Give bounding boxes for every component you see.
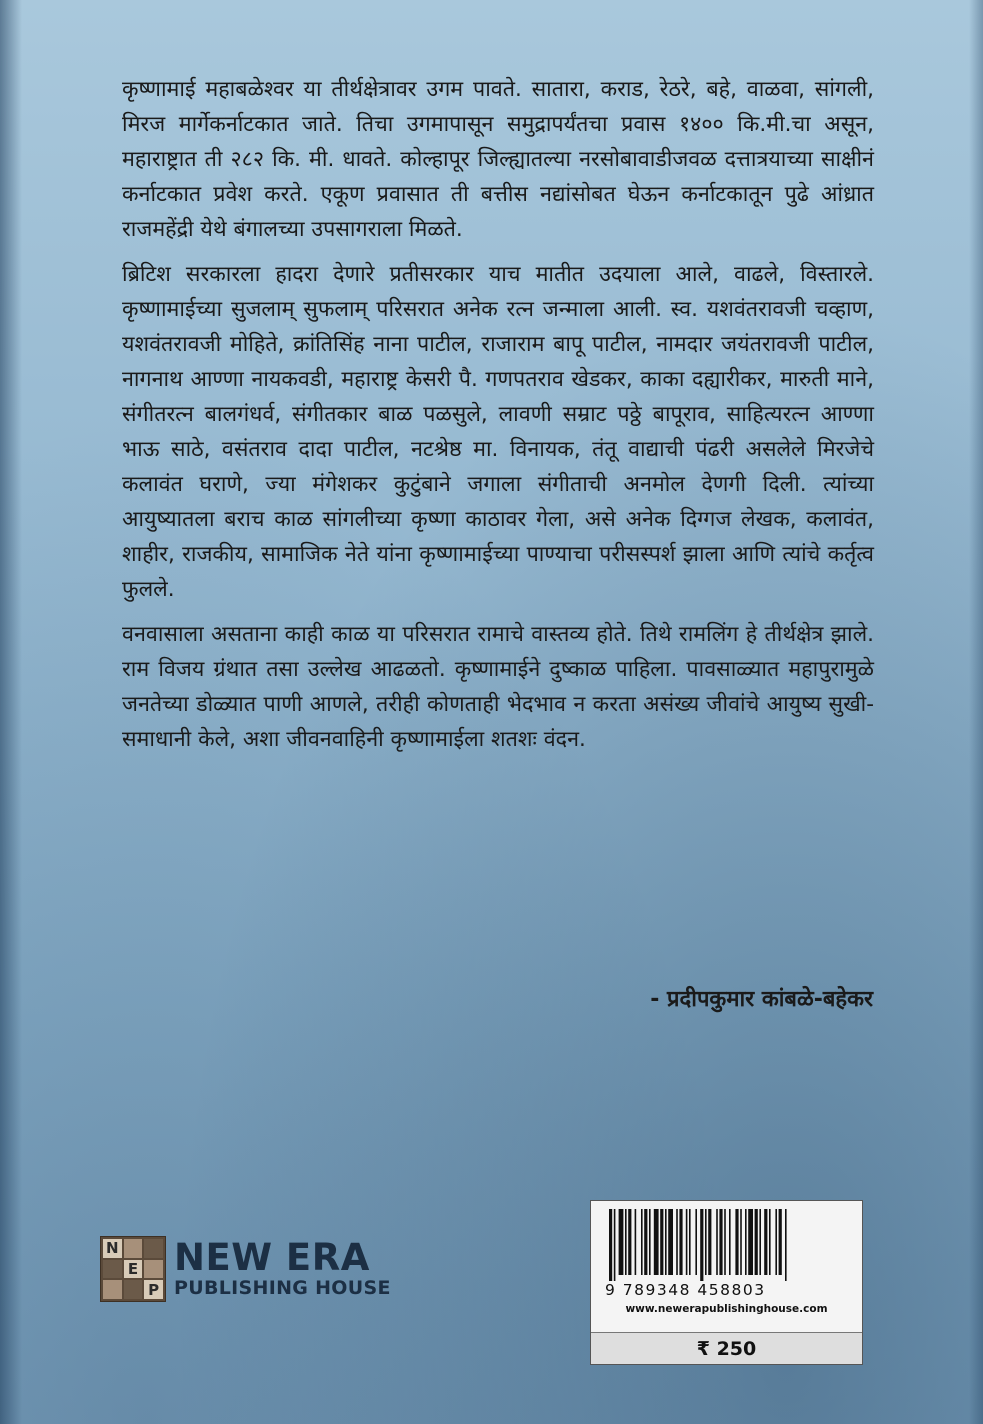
barcode-bar: [708, 1209, 711, 1275]
barcode-bar: [775, 1209, 777, 1275]
logo-letter-n: N: [103, 1239, 122, 1258]
barcode-bar: [769, 1209, 771, 1275]
barcode-bar: [695, 1209, 697, 1275]
barcode-bar: [665, 1209, 667, 1275]
edge-shadow: [969, 0, 983, 1424]
barcode-bar: [619, 1209, 624, 1275]
logo-letter-e: E: [124, 1260, 143, 1279]
blurb-text: [122, 72, 874, 767]
logo-letter-p: P: [144, 1280, 163, 1299]
publisher-website: www.newerapublishinghouse.com: [625, 1303, 828, 1315]
price-label: ₹ 250: [591, 1332, 862, 1364]
barcode-bar: [716, 1209, 718, 1275]
barcode-bar: [719, 1209, 722, 1275]
barcode-bar: [724, 1209, 726, 1275]
publisher-logo: [100, 1236, 391, 1302]
barcode-bar: [729, 1209, 731, 1275]
barcode-icon: [603, 1209, 852, 1281]
barcode-bar: [668, 1209, 673, 1275]
barcode-bar: [764, 1209, 767, 1275]
barcode-bar: [779, 1209, 782, 1275]
barcode-bar: [614, 1209, 616, 1281]
logo-block: [103, 1280, 122, 1299]
nep-logo-icon: [100, 1236, 166, 1302]
blurb-paragraph-1: कृष्णामाई महाबळेश्वर या तीर्थक्षेत्रावर उगम पावते. सातारा, कराड, रेठरे, बहे, वाळवा, सांगली, मिरज मार्गेकर्नाटकात जाते. तिचा उगमापासून समुद्रापर्यंतचा प्रवास १४०० कि.मी.चा असून, महाराष्ट्रात ती २८२ कि. मी. धावते. कोल्हापूर जिल्ह्यातल्या नरसोबावाडीजवळ दत्तात्रयाच्या साक्षीनं कर्नाटकात प्रवेश करते. एकूण प्रवासात ती बत्तीस नद्यांसोबत घेऊन कर्नाटकातून पुढे आंध्रात राजमहेंद्री येथे बंगालच्या उपसागराला मिळते.: [122, 77, 874, 242]
spine-shadow: [0, 0, 22, 1424]
author-signature: - प्रदीपकुमार कांबळे-बहेकर: [650, 987, 873, 1012]
barcode-bar: [625, 1209, 627, 1275]
logo-block: [124, 1280, 143, 1299]
logo-block: [144, 1239, 163, 1258]
barcode-bar: [759, 1209, 761, 1275]
barcode-bar: [676, 1209, 678, 1275]
barcode-bar: [641, 1209, 643, 1275]
barcode-bar: [740, 1209, 742, 1275]
logo-block: [144, 1260, 163, 1279]
barcode-bar: [785, 1209, 787, 1281]
barcode-bar: [654, 1209, 659, 1275]
blurb-paragraph-3: वनवासाला असताना काही काळ या परिसरात रामाचे वास्तव्य होते. तिथे रामलिंग हे तीर्थक्षेत्र झाले. राम विजय ग्रंथात तसा उल्लेख आढळतो. कृष्णामाईने दुष्काळ पाहिला. पावसाळ्यात महापुरामुळे जनतेच्या डोळ्यात पाणी आणले, तरीही कोणताही भेदभाव न करता असंख्य जीवांचे आयुष्य सुखी-समाधानी केले, अशा जीवनवाहिनी कृष्णामाईला शतशः वंदन.: [122, 622, 874, 752]
blurb-paragraph-2: ब्रिटिश सरकारला हादरा देणारे प्रतीसरकार याच मातीत उदयाला आले, वाढले, विस्तारले. कृष्णामाईच्या सुजलाम् सुफलाम् परिसरात अनेक रत्न जन्माला आली. स्व. यशवंतरावजी चव्हाण, यशवंतरावजी मोहिते, क्रांतिसिंह नाना पाटील, राजाराम बापू पाटील, नामदार जयंतरावजी पाटील, नागनाथ आण्णा नायकवडी, महाराष्ट्र केसरी पै. गणपतराव खेडकर, काका दह्यारीकर, मारुती माने, संगीतरत्न बालगंधर्व, संगीतकार बाळ पळसुले, लावणी सम्राट पठ्ठे बापूराव, साहित्यरत्न आण्णा भाऊ साठे, वसंतराव दादा पाटील, नटश्रेष्ठ मा. विनायक, तंतू वाद्याची पंढरी असलेले मिरजेचे कलावंत घराणे, ज्या मंगेशकर कुटुंबाने जगाला संगीताची अनमोल देणगी दिली. त्यांच्या आयुष्यातला बराच काळ सांगलीच्या कृष्णा काठावर गेला, असे अनेक दिग्गज लेखक, कलावंत, शाहीर, राजकीय, सामाजिक नेते यांना कृष्णामाईच्या पाण्याचा परीसस्पर्श झाला आणि त्यांचे कर्तृत्व फुलले.: [122, 262, 874, 602]
barcode-bar: [748, 1209, 753, 1275]
barcode-bar: [649, 1209, 651, 1275]
logo-block: [124, 1239, 143, 1258]
barcode-bar: [689, 1209, 691, 1275]
barcode-bar: [700, 1209, 703, 1281]
publisher-name-line2: PUBLISHING HOUSE: [174, 1277, 391, 1299]
publisher-name-line1: NEW ERA: [174, 1236, 370, 1279]
barcode-bar: [686, 1209, 688, 1275]
isbn-number: 9 789348 458803: [605, 1281, 766, 1299]
publisher-name: [174, 1236, 391, 1299]
barcode-bar: [660, 1209, 663, 1275]
barcode-panel: [590, 1200, 863, 1365]
logo-block: [103, 1260, 122, 1279]
barcode-bar: [745, 1209, 747, 1275]
barcode-bar: [679, 1209, 682, 1275]
barcode-bar: [644, 1209, 647, 1275]
barcode-bar: [635, 1209, 637, 1275]
barcode-bar: [628, 1209, 631, 1275]
barcode-bar: [609, 1209, 612, 1281]
barcode-bar: [705, 1209, 707, 1275]
barcode-bar: [735, 1209, 738, 1275]
barcode-bar: [755, 1209, 758, 1275]
